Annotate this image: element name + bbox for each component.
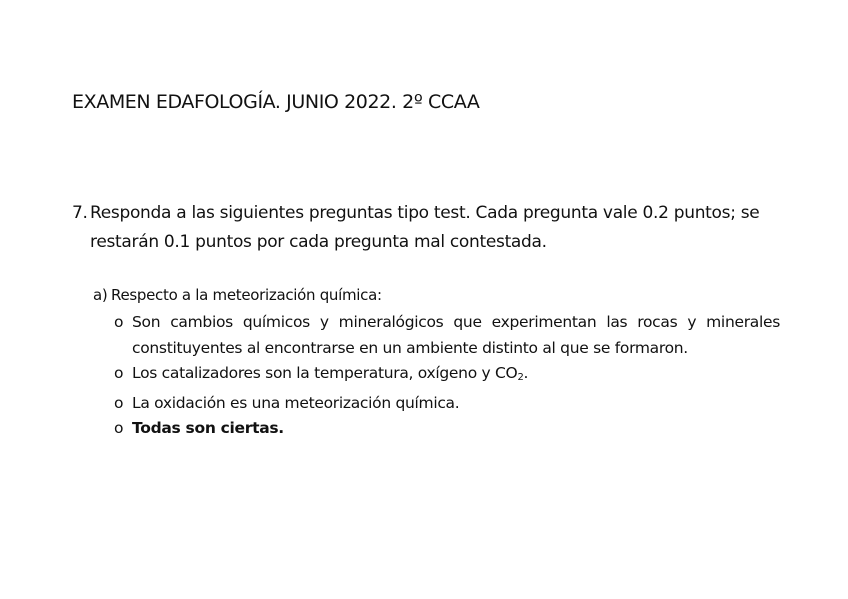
answer-option-text-wrapper <box>132 361 780 391</box>
circle-bullet-icon: o <box>114 393 124 412</box>
question-text: Responda a las siguientes preguntas tipo test. Cada pregunta vale 0.2 puntos; se restarán 0.1 puntos por cada pregunta mal contestada. <box>90 203 760 252</box>
answer-option <box>114 391 780 417</box>
exam-title: EXAMEN EDAFOLOGÍA. JUNIO 2022. 2º CCAA <box>72 91 480 113</box>
answer-option-text: Todas son ciertas. <box>132 419 284 437</box>
co2-subscript: 2 <box>517 372 524 383</box>
answer-option <box>114 361 780 391</box>
answer-option <box>114 310 780 361</box>
question-7 <box>72 199 788 257</box>
answer-option-suffix: . <box>523 364 529 382</box>
answer-options-list <box>114 310 780 442</box>
subquestion-text: Respecto a la meteorización química: <box>111 286 382 304</box>
answer-option-correct <box>114 416 780 442</box>
circle-bullet-icon: o <box>114 313 124 331</box>
subquestion-a <box>93 286 382 304</box>
answer-option-text: La oxidación es una meteorización química. <box>132 393 460 412</box>
circle-bullet-icon: o <box>114 364 124 382</box>
answer-option-text: Los catalizadores son la temperatura, oxígeno y CO <box>132 364 518 382</box>
answer-option-text: Son cambios químicos y mineralógicos que experimentan las rocas y minerales constituyentes al encontrarse en un ambiente distinto al que se formaron. <box>132 313 780 357</box>
question-number: 7. <box>72 203 88 223</box>
subquestion-letter: a) <box>93 286 108 304</box>
circle-bullet-icon: o <box>114 419 124 437</box>
